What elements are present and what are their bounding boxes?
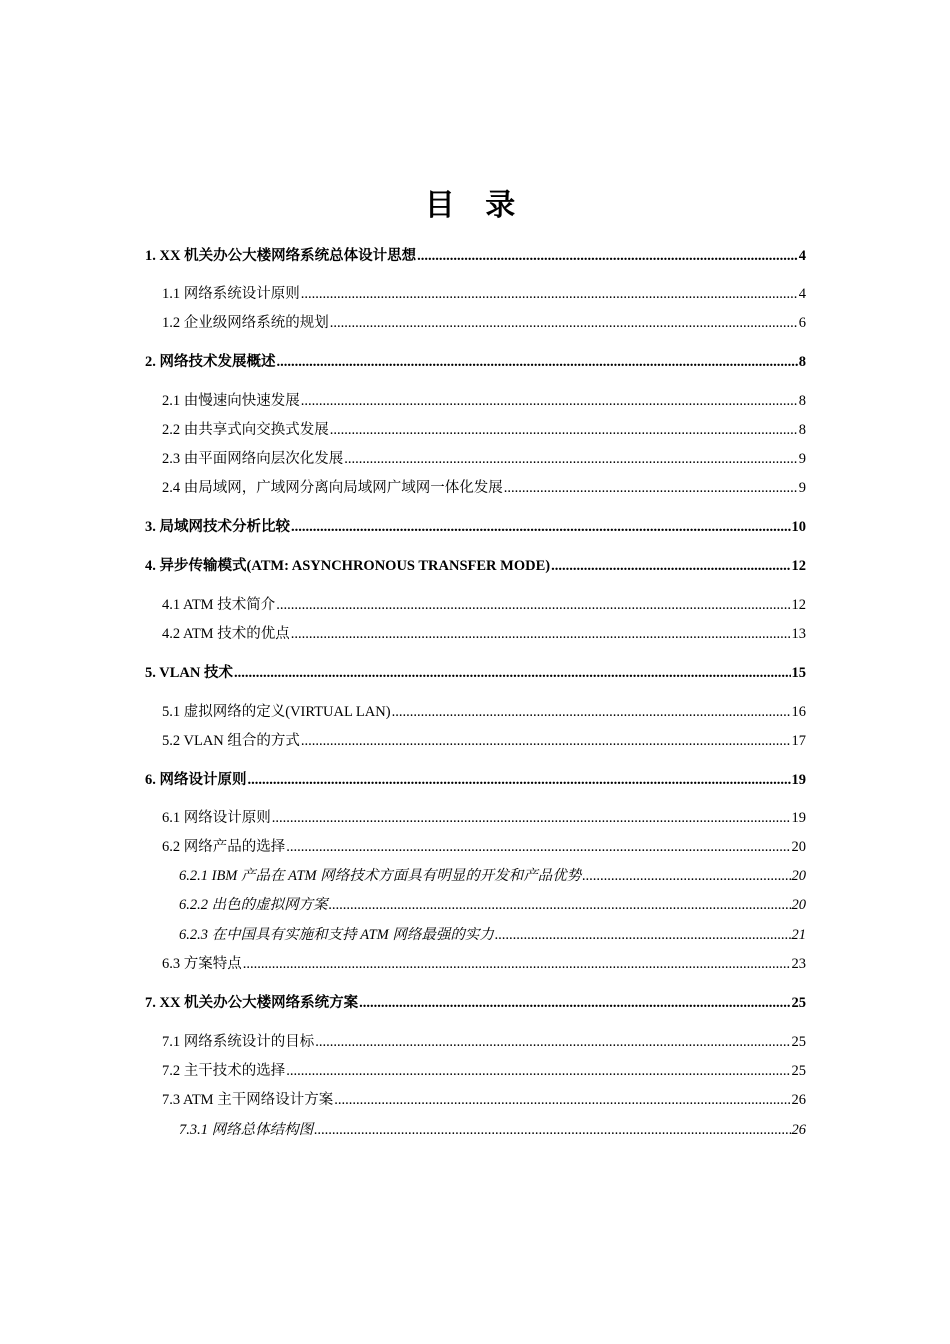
toc-entry-5[interactable] <box>145 663 806 683</box>
toc-entry-2-2[interactable] <box>162 420 806 440</box>
leader-dots <box>315 1032 790 1052</box>
leader-dots <box>330 420 798 440</box>
toc-page-number: 12 <box>791 558 806 574</box>
toc-entry-label: 6.2.1 IBM 产品在 ATM 网络技术方面具有明显的开发和产品优势 <box>179 868 582 884</box>
toc-entry-label: 1.2 企业级网络系统的规划 <box>162 315 329 331</box>
leader-dots <box>286 837 790 857</box>
leader-dots <box>334 1090 790 1110</box>
toc-page-number: 17 <box>791 733 806 749</box>
toc-entry-label: 7.3.1 网络总体结构图 <box>179 1122 314 1138</box>
toc-entry-4[interactable] <box>145 556 806 576</box>
toc-entry-label: 6.1 网络设计原则 <box>162 810 271 826</box>
leader-dots <box>301 391 798 411</box>
leader-dots <box>286 1061 790 1081</box>
toc-page-number: 20 <box>791 839 806 855</box>
toc-page-number: 13 <box>791 626 806 642</box>
toc-entry-label: 1.1 网络系统设计原则 <box>162 286 300 302</box>
toc-entry-1[interactable] <box>145 246 806 266</box>
toc-entry-label: 7. XX 机关办公大楼网络系统方案 <box>145 995 359 1011</box>
toc-entry-5-2[interactable] <box>162 731 806 751</box>
leader-dots <box>291 624 791 644</box>
toc-entry-label: 6.2 网络产品的选择 <box>162 839 286 855</box>
leader-dots <box>301 284 798 304</box>
toc-entry-2-1[interactable] <box>162 391 806 411</box>
toc-entry-label: 5.2 VLAN 组合的方式 <box>162 733 300 749</box>
toc-entry-label: 5.1 虚拟网络的定义(VIRTUAL LAN) <box>162 704 391 720</box>
toc-title: 目 录 <box>424 188 526 223</box>
toc-entry-7[interactable] <box>145 993 806 1013</box>
leader-dots <box>301 731 791 751</box>
toc-entry-3[interactable] <box>145 517 806 537</box>
leader-dots <box>291 517 791 537</box>
toc-page-number: 25 <box>791 1034 806 1050</box>
toc-entry-label: 7.3 ATM 主干网络设计方案 <box>162 1092 334 1108</box>
toc-entry-label: 7.2 主干技术的选择 <box>162 1063 286 1079</box>
leader-dots <box>243 954 791 974</box>
toc-entry-6-3[interactable] <box>162 954 806 974</box>
toc-entry-2-3[interactable] <box>162 449 806 469</box>
toc-entry-label: 2.4 由局域网，广域网分离向局域网广域网一体化发展 <box>162 480 503 496</box>
toc-entry-label: 2.1 由慢速向快速发展 <box>162 393 300 409</box>
toc-page-number: 4 <box>798 248 806 264</box>
toc-entry-2-4[interactable] <box>162 478 806 498</box>
toc-page-number: 4 <box>798 286 806 302</box>
toc-page-number: 9 <box>798 480 806 496</box>
toc-entry-1-1[interactable] <box>162 284 806 304</box>
toc-entry-6-1[interactable] <box>162 808 806 828</box>
toc-entry-label: 4. 异步传输模式(ATM: ASYNCHRONOUS TRANSFER MODE) <box>145 558 551 574</box>
toc-entry-label: 6.3 方案特点 <box>162 956 242 972</box>
toc-entry-6-2-3[interactable] <box>179 925 806 945</box>
toc-entry-7-3-1[interactable] <box>179 1120 806 1140</box>
leader-dots <box>417 246 798 266</box>
leader-dots <box>504 478 798 498</box>
toc-entry-7-1[interactable] <box>162 1032 806 1052</box>
toc-page-number: 10 <box>791 519 806 535</box>
leader-dots <box>276 595 790 615</box>
toc-entry-label: 6. 网络设计原则 <box>145 772 247 788</box>
toc-page-number: 19 <box>791 810 806 826</box>
leader-dots <box>495 925 791 945</box>
leader-dots <box>234 663 791 683</box>
leader-dots <box>248 770 791 790</box>
toc-page-number: 6 <box>798 315 806 331</box>
toc-page-number: 25 <box>791 995 806 1011</box>
toc-entry-6[interactable] <box>145 770 806 790</box>
toc-page-number: 15 <box>791 665 806 681</box>
toc-entry-2[interactable] <box>145 352 806 372</box>
leader-dots <box>272 808 791 828</box>
leader-dots <box>359 993 790 1013</box>
toc-entry-label: 4.2 ATM 技术的优点 <box>162 626 290 642</box>
leader-dots <box>551 556 790 576</box>
toc-entry-4-2[interactable] <box>162 624 806 644</box>
toc-page-number: 19 <box>791 772 806 788</box>
toc-entry-5-1[interactable] <box>162 702 806 722</box>
toc-page-number: 8 <box>798 393 806 409</box>
leader-dots <box>329 895 791 915</box>
toc-entry-7-2[interactable] <box>162 1061 806 1081</box>
leader-dots <box>344 449 798 469</box>
toc-entry-label: 4.1 ATM 技术简介 <box>162 597 276 613</box>
toc-page-number: 20 <box>791 868 806 884</box>
toc-page-number: 20 <box>791 897 806 913</box>
toc-page-number: 26 <box>791 1122 806 1138</box>
toc-page-number: 23 <box>791 956 806 972</box>
toc-entry-label: 2.2 由共享式向交换式发展 <box>162 422 329 438</box>
toc-entry-label: 1. XX 机关办公大楼网络系统总体设计思想 <box>145 248 417 264</box>
toc-entry-label: 5. VLAN 技术 <box>145 665 233 681</box>
toc-page-number: 21 <box>791 927 806 943</box>
toc-entry-6-2-1[interactable] <box>179 866 806 886</box>
toc-entry-label: 2.3 由平面网络向层次化发展 <box>162 451 344 467</box>
toc-page-number: 26 <box>791 1092 806 1108</box>
toc-page-number: 8 <box>798 422 806 438</box>
toc-entry-label: 3. 局域网技术分析比较 <box>145 519 290 535</box>
toc-entry-6-2-2[interactable] <box>179 895 806 915</box>
toc-page-number: 8 <box>798 354 806 370</box>
toc-entry-label: 6.2.2 出色的虚拟网方案 <box>179 897 328 913</box>
toc-entry-label: 2. 网络技术发展概述 <box>145 354 276 370</box>
leader-dots <box>582 866 790 886</box>
leader-dots <box>314 1120 790 1140</box>
toc-entry-6-2[interactable] <box>162 837 806 857</box>
toc-page-number: 9 <box>798 451 806 467</box>
toc-entry-1-2[interactable] <box>162 313 806 333</box>
leader-dots <box>277 352 798 372</box>
toc-entry-label: 7.1 网络系统设计的目标 <box>162 1034 315 1050</box>
toc-entry-label: 6.2.3 在中国具有实施和支持 ATM 网络最强的实力 <box>179 927 494 943</box>
leader-dots <box>392 702 791 722</box>
toc-entry-7-3[interactable] <box>162 1090 806 1110</box>
toc-page-number: 16 <box>791 704 806 720</box>
leader-dots <box>330 313 798 333</box>
toc-page-number: 12 <box>791 597 806 613</box>
toc-page-number: 25 <box>791 1063 806 1079</box>
toc-entry-4-1[interactable] <box>162 595 806 615</box>
